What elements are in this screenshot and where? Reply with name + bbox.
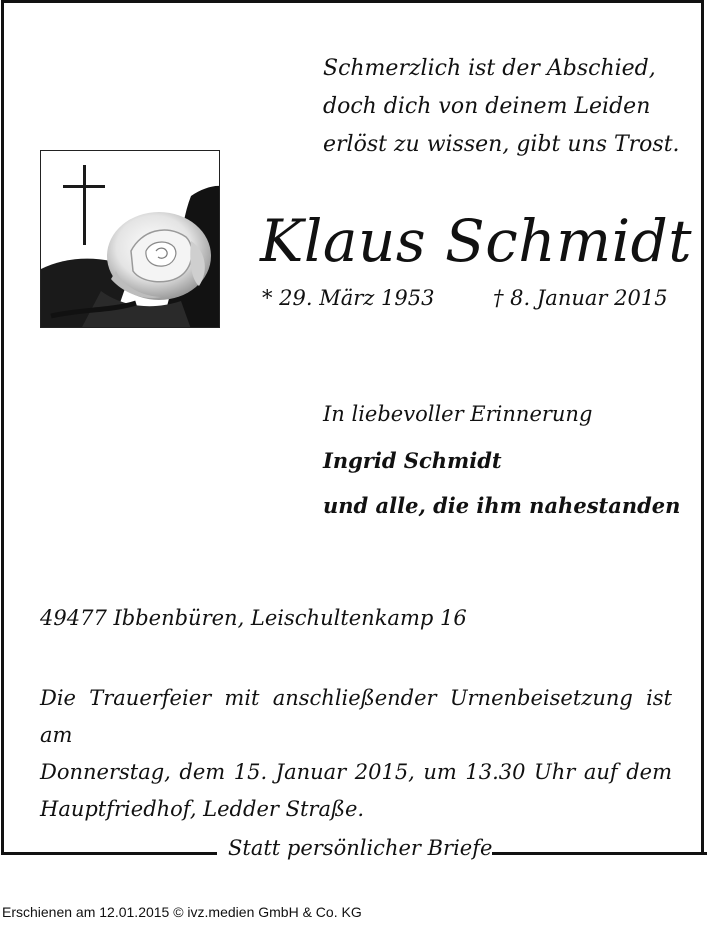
cross-and-rose-icon <box>40 150 220 328</box>
verse-line-1: Schmerzlich ist der Abschied, <box>323 56 656 81</box>
deceased-name: Klaus Schmidt <box>260 207 693 275</box>
bottom-rule-left <box>1 852 217 855</box>
mourner-others: und alle, die ihm nahestanden <box>323 493 681 518</box>
bottom-rule-right <box>492 852 707 855</box>
death-date: † 8. Januar 2015 <box>493 286 668 310</box>
ceremony-line-1: Die Trauerfeier mit anschließender Urnenbeisetzung ist am <box>40 686 672 747</box>
ceremony-line-2: Donnerstag, dem 15. Januar 2015, um 13.30 Uhr auf dem <box>40 760 672 784</box>
ceremony-line-3: Hauptfriedhof, Ledder Straße. <box>40 797 365 821</box>
verse-line-2: doch dich von deinem Leiden <box>323 94 651 119</box>
verse-line-3: erlöst zu wissen, gibt uns Trost. <box>323 132 680 157</box>
publication-footer: Erschienen am 12.01.2015 © ivz.medien GmbH & Co. KG <box>2 904 362 920</box>
birth-date: * 29. März 1953 <box>262 286 435 310</box>
mourner-address: 49477 Ibbenbüren, Leischultenkamp 16 <box>40 606 467 630</box>
mourner-name: Ingrid Schmidt <box>323 448 502 473</box>
remembrance-intro: In liebevoller Erinnerung <box>323 402 593 426</box>
ceremony-info <box>40 680 672 828</box>
closing-note: Statt persönlicher Briefe <box>228 836 493 860</box>
